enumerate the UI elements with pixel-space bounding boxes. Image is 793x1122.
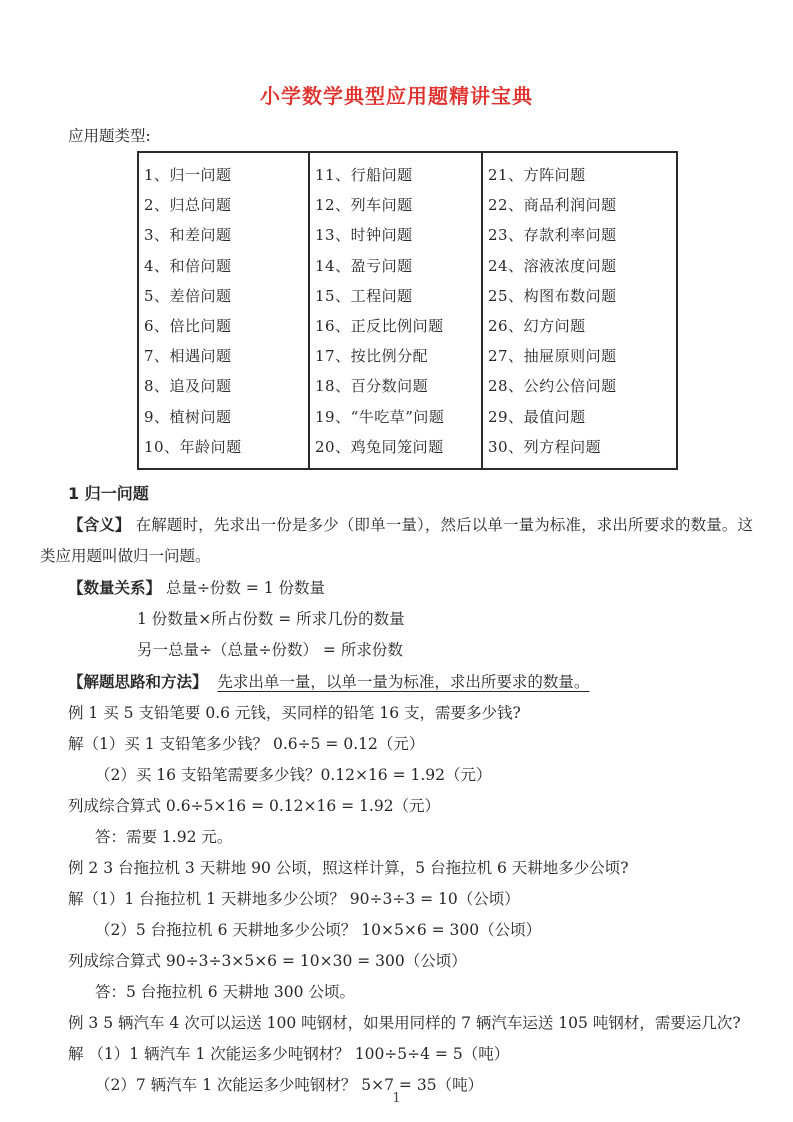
types-column-3 — [481, 153, 676, 468]
type-item: 3、和差问题 — [144, 226, 232, 245]
type-item: 28、公约公倍问题 — [488, 377, 617, 396]
meaning-label: 【含义】 — [68, 515, 131, 535]
type-item: 9、植树问题 — [144, 407, 232, 426]
type-item: 27、抽屉原则问题 — [488, 347, 617, 366]
type-item: 23、存款利率问题 — [488, 226, 617, 245]
spacer — [208, 673, 218, 691]
type-item: 30、列方程问题 — [488, 437, 602, 456]
meaning-text: 在解题时，先求出一份是多少（即单一量），然后以单一量为标准，求出所要求的数量。这类应用题叫做归一问题。 — [40, 516, 753, 566]
example2-combined-expression: 列成综合算式 90÷3÷3×5×6 = 10×30 = 300（公顷） — [68, 952, 467, 971]
section-heading: 1 归一问题 — [68, 484, 149, 504]
type-item: 8、追及问题 — [144, 377, 232, 396]
example2-question: 例 2 3 台拖拉机 3 天耕地 90 公顷，照这样计算，5 台拖拉机 6 天耕地多少公顷? — [68, 859, 629, 878]
types-column-2 — [308, 153, 481, 468]
type-item: 24、溶液浓度问题 — [488, 256, 617, 275]
example1-combined-expression: 列成综合算式 0.6÷5×16 = 0.12×16 = 1.92（元） — [68, 797, 441, 816]
example1-step2: （2）买 16 支铅笔需要多少钱？0.12×16 = 1.92（元） — [95, 766, 492, 785]
example3-step1: 解 （1）1 辆汽车 1 次能运多少吨钢材？ 100÷5÷4 = 5（吨） — [68, 1045, 510, 1064]
type-item: 16、正反比例问题 — [315, 317, 444, 336]
example1-answer: 答：需要 1.92 元。 — [95, 828, 233, 847]
type-item: 20、鸡兔同笼问题 — [315, 437, 444, 456]
type-item: 29、最值问题 — [488, 407, 586, 426]
type-item: 6、倍比问题 — [144, 317, 232, 336]
type-item: 4、和倍问题 — [144, 256, 232, 275]
types-column-1 — [139, 153, 308, 468]
relations-line-3: 另一总量÷（总量÷份数） = 所求份数 — [137, 641, 403, 660]
method-line — [40, 666, 753, 698]
page-title: 小学数学典型应用题精讲宝典 — [260, 84, 533, 108]
type-item: 1、归一问题 — [144, 166, 232, 184]
meaning-paragraph — [40, 509, 753, 572]
method-text: 先求出单一量，以单一量为标准，求出所要求的数量。 — [217, 673, 590, 692]
type-item: 19、“牛吃草”问题 — [315, 407, 445, 426]
problem-types-table — [137, 151, 678, 470]
example2-step1: 解（1）1 台拖拉机 1 天耕地多少公顷？ 90÷3÷3 = 10（公顷） — [68, 890, 520, 909]
method-label: 【解题思路和方法】 — [68, 672, 208, 692]
relations-formula-1: 总量÷份数 = 1 份数量 — [161, 579, 326, 598]
type-item: 21、方阵问题 — [488, 166, 586, 184]
type-item: 15、工程问题 — [315, 286, 413, 305]
types-intro-label: 应用题类型: — [68, 127, 151, 145]
type-item: 22、商品利润问题 — [488, 196, 617, 215]
example3-question: 例 3 5 辆汽车 4 次可以运送 100 吨钢材，如果用同样的 7 辆汽车运送 105 吨钢材，需要运几次? — [68, 1014, 741, 1033]
type-item: 17、按比例分配 — [315, 347, 429, 366]
type-item: 12、列车问题 — [315, 196, 413, 215]
relations-line-2: 1 份数量×所占份数 = 所求几份的数量 — [137, 610, 405, 629]
page-number: 1 — [392, 1091, 401, 1106]
example2-answer: 答：5 台拖拉机 6 天耕地 300 公顷。 — [95, 983, 355, 1002]
type-item: 26、幻方问题 — [488, 317, 586, 336]
relations-label: 【数量关系】 — [68, 578, 162, 598]
type-item: 2、归总问题 — [144, 196, 232, 215]
relations-line-1 — [40, 572, 753, 604]
type-item: 7、相遇问题 — [144, 347, 232, 366]
type-item: 14、盈亏问题 — [315, 256, 413, 275]
example3-step2: （2）7 辆汽车 1 次能运多少吨钢材？ 5×7 = 35（吨） — [95, 1076, 484, 1095]
example1-question: 例 1 买 5 支铅笔要 0.6 元钱，买同样的铅笔 16 支，需要多少钱? — [68, 704, 521, 723]
type-item: 25、构图布数问题 — [488, 286, 617, 305]
section-guiyi-problem — [40, 478, 753, 1101]
type-item: 11、行船问题 — [315, 166, 413, 184]
example1-step1: 解（1）买 1 支铅笔多少钱？ 0.6÷5 = 0.12（元） — [68, 735, 425, 754]
type-item: 5、差倍问题 — [144, 286, 232, 305]
type-item: 10、年龄问题 — [144, 437, 242, 456]
type-item: 18、百分数问题 — [315, 377, 429, 396]
type-item: 13、时钟问题 — [315, 226, 413, 245]
example2-step2: （2）5 台拖拉机 6 天耕地多少公顷？ 10×5×6 = 300（公顷） — [95, 921, 542, 940]
